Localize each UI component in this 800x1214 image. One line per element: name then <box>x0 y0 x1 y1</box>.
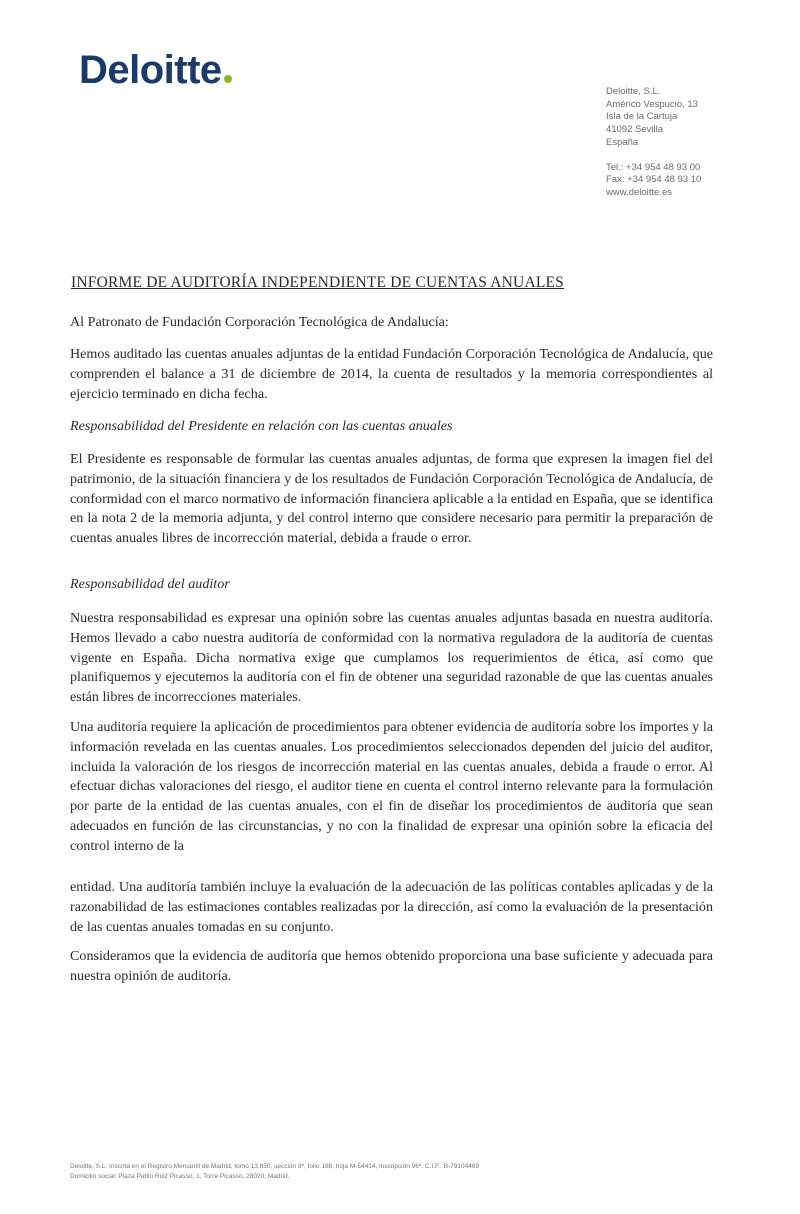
address-line: España <box>606 136 639 148</box>
office-address <box>606 86 701 200</box>
auditor-paragraph-1: Nuestra responsabilidad es expresar una opinión sobre las cuentas anuales adjuntas basada en nuestra auditoría. Hemos llevado a cabo nuestra auditoría de conformidad con la normativa reguladora de la auditoría de cuentas vigente en España. Dicha normativa exige que cumplamos los requerimientos de ética, así como que planifiquemos y ejecutemos la auditoría con el fin de obtener una seguridad razonable de que las cuentas anuales están libres de incorrecciones materiales. <box>70 610 713 706</box>
fax-line: Fax: +34 954 48 93 10 <box>606 174 702 186</box>
auditor-paragraph-3: entidad. Una auditoría también incluye la evaluación de la adecuación de las políticas contables aplicadas y de la razonabilidad de las estimaciones contables realizadas por la dirección, así como la evaluación de la presentación de las cuentas anuales tomadas en su conjunto. <box>70 879 713 935</box>
address-line: Isla de la Cartuja <box>606 111 678 123</box>
address-line: 41092 Sevilla <box>606 124 664 136</box>
registry-footer <box>70 1162 479 1181</box>
deloitte-logo <box>79 50 232 90</box>
president-paragraph: El Presidente es responsable de formular las cuentas anuales adjuntas, de forma que expresen la imagen fiel del patrimonio, de la situación financiera y de los resultados de Fundación Corporación Tecnológica de Andalucía, de conformidad con el marco normativo de información financiera aplicable a la entidad en España, que se identifica en la nota 2 de la memoria adjunta, y del control interno que considere necesario para permitir la preparación de cuentas anuales libres de incorrección material, debida a fraude o error. <box>70 451 713 547</box>
logo-text: Deloitte <box>79 48 222 92</box>
section-heading-president: Responsabilidad del Presidente en relación con las cuentas anuales <box>70 418 453 434</box>
phone-line: Tel.: +34 954 48 93 00 <box>606 161 701 173</box>
footer-line: Deloitte, S.L. Inscrita en el Registro Mercantil de Madrid, tomo 13.650, sección 8ª, folio 188, hoja M-54414, inscripción 96ª. C.I.F.: B-79104469 <box>70 1163 480 1170</box>
auditor-paragraph-2: Una auditoría requiere la aplicación de procedimientos para obtener evidencia de auditoría sobre los importes y la información revelada en las cuentas anuales. Los procedimientos seleccionados dependen del juicio del auditor, incluida la valoración de los riesgos de incorrección material en las cuentas anuales, debida a fraude o error. Al efectuar dichas valoraciones del riesgo, el auditor tiene en cuenta el control interno relevante para la formulación por parte de la entidad de las cuentas anuales, con el fin de diseñar los procedimientos de auditoría que sean adecuados en función de las circunstancias, y no con la finalidad de expresar una opinión sobre la eficacia del control interno de la <box>70 719 713 854</box>
intro-paragraph: Hemos auditado las cuentas anuales adjuntas de la entidad Fundación Corporación Tecnológica de Andalucía, que comprenden el balance a 31 de diciembre de 2014, la cuenta de resultados y la memoria correspondientes al ejercicio terminado en dicha fecha. <box>70 346 713 402</box>
logo-dot-icon <box>224 75 232 83</box>
address-line: Américo Vespucio, 13 <box>606 98 698 110</box>
section-heading-auditor: Responsabilidad del auditor <box>70 576 230 592</box>
footer-line: Domicilio social: Plaza Pablo Ruiz Picasso, 1, Torre Picasso, 28020, Madrid. <box>70 1172 290 1180</box>
report-title: INFORME DE AUDITORÍA INDEPENDIENTE DE CUENTAS ANUALES <box>71 274 564 291</box>
conclusion-paragraph: Consideramos que la evidencia de auditoría que hemos obtenido proporciona una base suficiente y adecuada para nuestra opinión de auditoría. <box>70 948 713 984</box>
address-line: Deloitte, S.L. <box>606 86 661 97</box>
salutation: Al Patronato de Fundación Corporación Tecnológica de Andalucía: <box>70 314 449 330</box>
website-link[interactable]: www.deloitte.es <box>606 186 673 198</box>
